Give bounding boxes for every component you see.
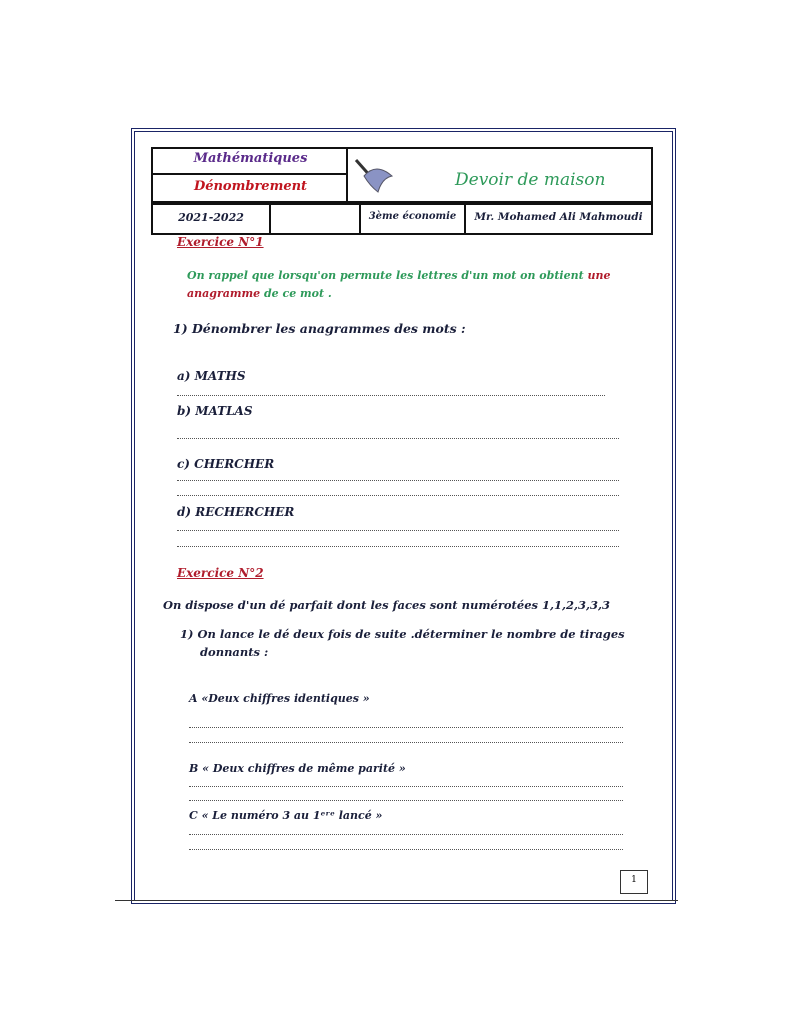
intro-red-text: une <box>587 269 611 282</box>
answer-line[interactable] <box>177 438 619 439</box>
event-item: C « Le numéro 3 au 1ᵉʳᵉ lancé » <box>189 809 383 822</box>
answer-line[interactable] <box>177 495 619 496</box>
answer-line[interactable] <box>189 742 623 743</box>
document-title: Devoir de maison <box>455 170 606 190</box>
exercise-1-title: Exercice N°1 <box>177 235 264 249</box>
answer-line[interactable] <box>189 834 623 835</box>
class-level: 3ème économie <box>368 211 457 222</box>
exercise-1-question-1: 1) Dénombrer les anagrammes des mots : <box>173 321 466 336</box>
word-item: d) RECHERCHER <box>177 505 295 519</box>
event-item: A «Deux chiffres identiques » <box>189 692 370 705</box>
word-item: c) CHERCHER <box>177 457 275 471</box>
chapter-label: Dénombrement <box>193 179 308 194</box>
exercise-2-question-1: 1) On lance le dé deux fois de suite .déterminer le nombre de tirages <box>180 627 625 641</box>
page-number-box <box>620 870 648 894</box>
word-item: b) MATLAS <box>177 404 253 418</box>
answer-line[interactable] <box>189 786 623 787</box>
answer-line[interactable] <box>189 727 623 728</box>
blank-cell <box>269 203 361 235</box>
exercise-2-question-1-cont: donnants : <box>200 645 269 659</box>
teacher-name: Mr. Mohamed Ali Mahmoudi <box>474 211 643 223</box>
intro-red-text: anagramme <box>187 287 261 300</box>
answer-line[interactable] <box>177 546 619 547</box>
event-item: B « Deux chiffres de même parité » <box>189 762 406 775</box>
logo-icon <box>352 156 400 196</box>
subject-label: Mathématiques <box>193 151 308 166</box>
answer-line[interactable] <box>177 395 605 396</box>
intro-green-text: On rappel que lorsqu'on permute les lettres d'un mot on obtient <box>187 269 588 282</box>
answer-line[interactable] <box>189 849 623 850</box>
exercise-2-intro: On dispose d'un dé parfait dont les faces sont numérotées 1,1,2,3,3,3 <box>163 598 611 612</box>
answer-line[interactable] <box>177 530 619 531</box>
answer-line[interactable] <box>189 800 623 801</box>
page-baseline <box>115 900 678 901</box>
intro-green-text: de ce mot . <box>260 287 332 300</box>
exercise-1-intro-line-2 <box>187 287 332 300</box>
exercise-2-title: Exercice N°2 <box>177 566 264 580</box>
school-year: 2021-2022 <box>178 211 244 224</box>
page-number: 1 <box>631 875 637 885</box>
exercise-1-intro-line-1 <box>187 269 610 282</box>
word-item: a) MATHS <box>177 369 246 383</box>
answer-line[interactable] <box>177 480 619 481</box>
